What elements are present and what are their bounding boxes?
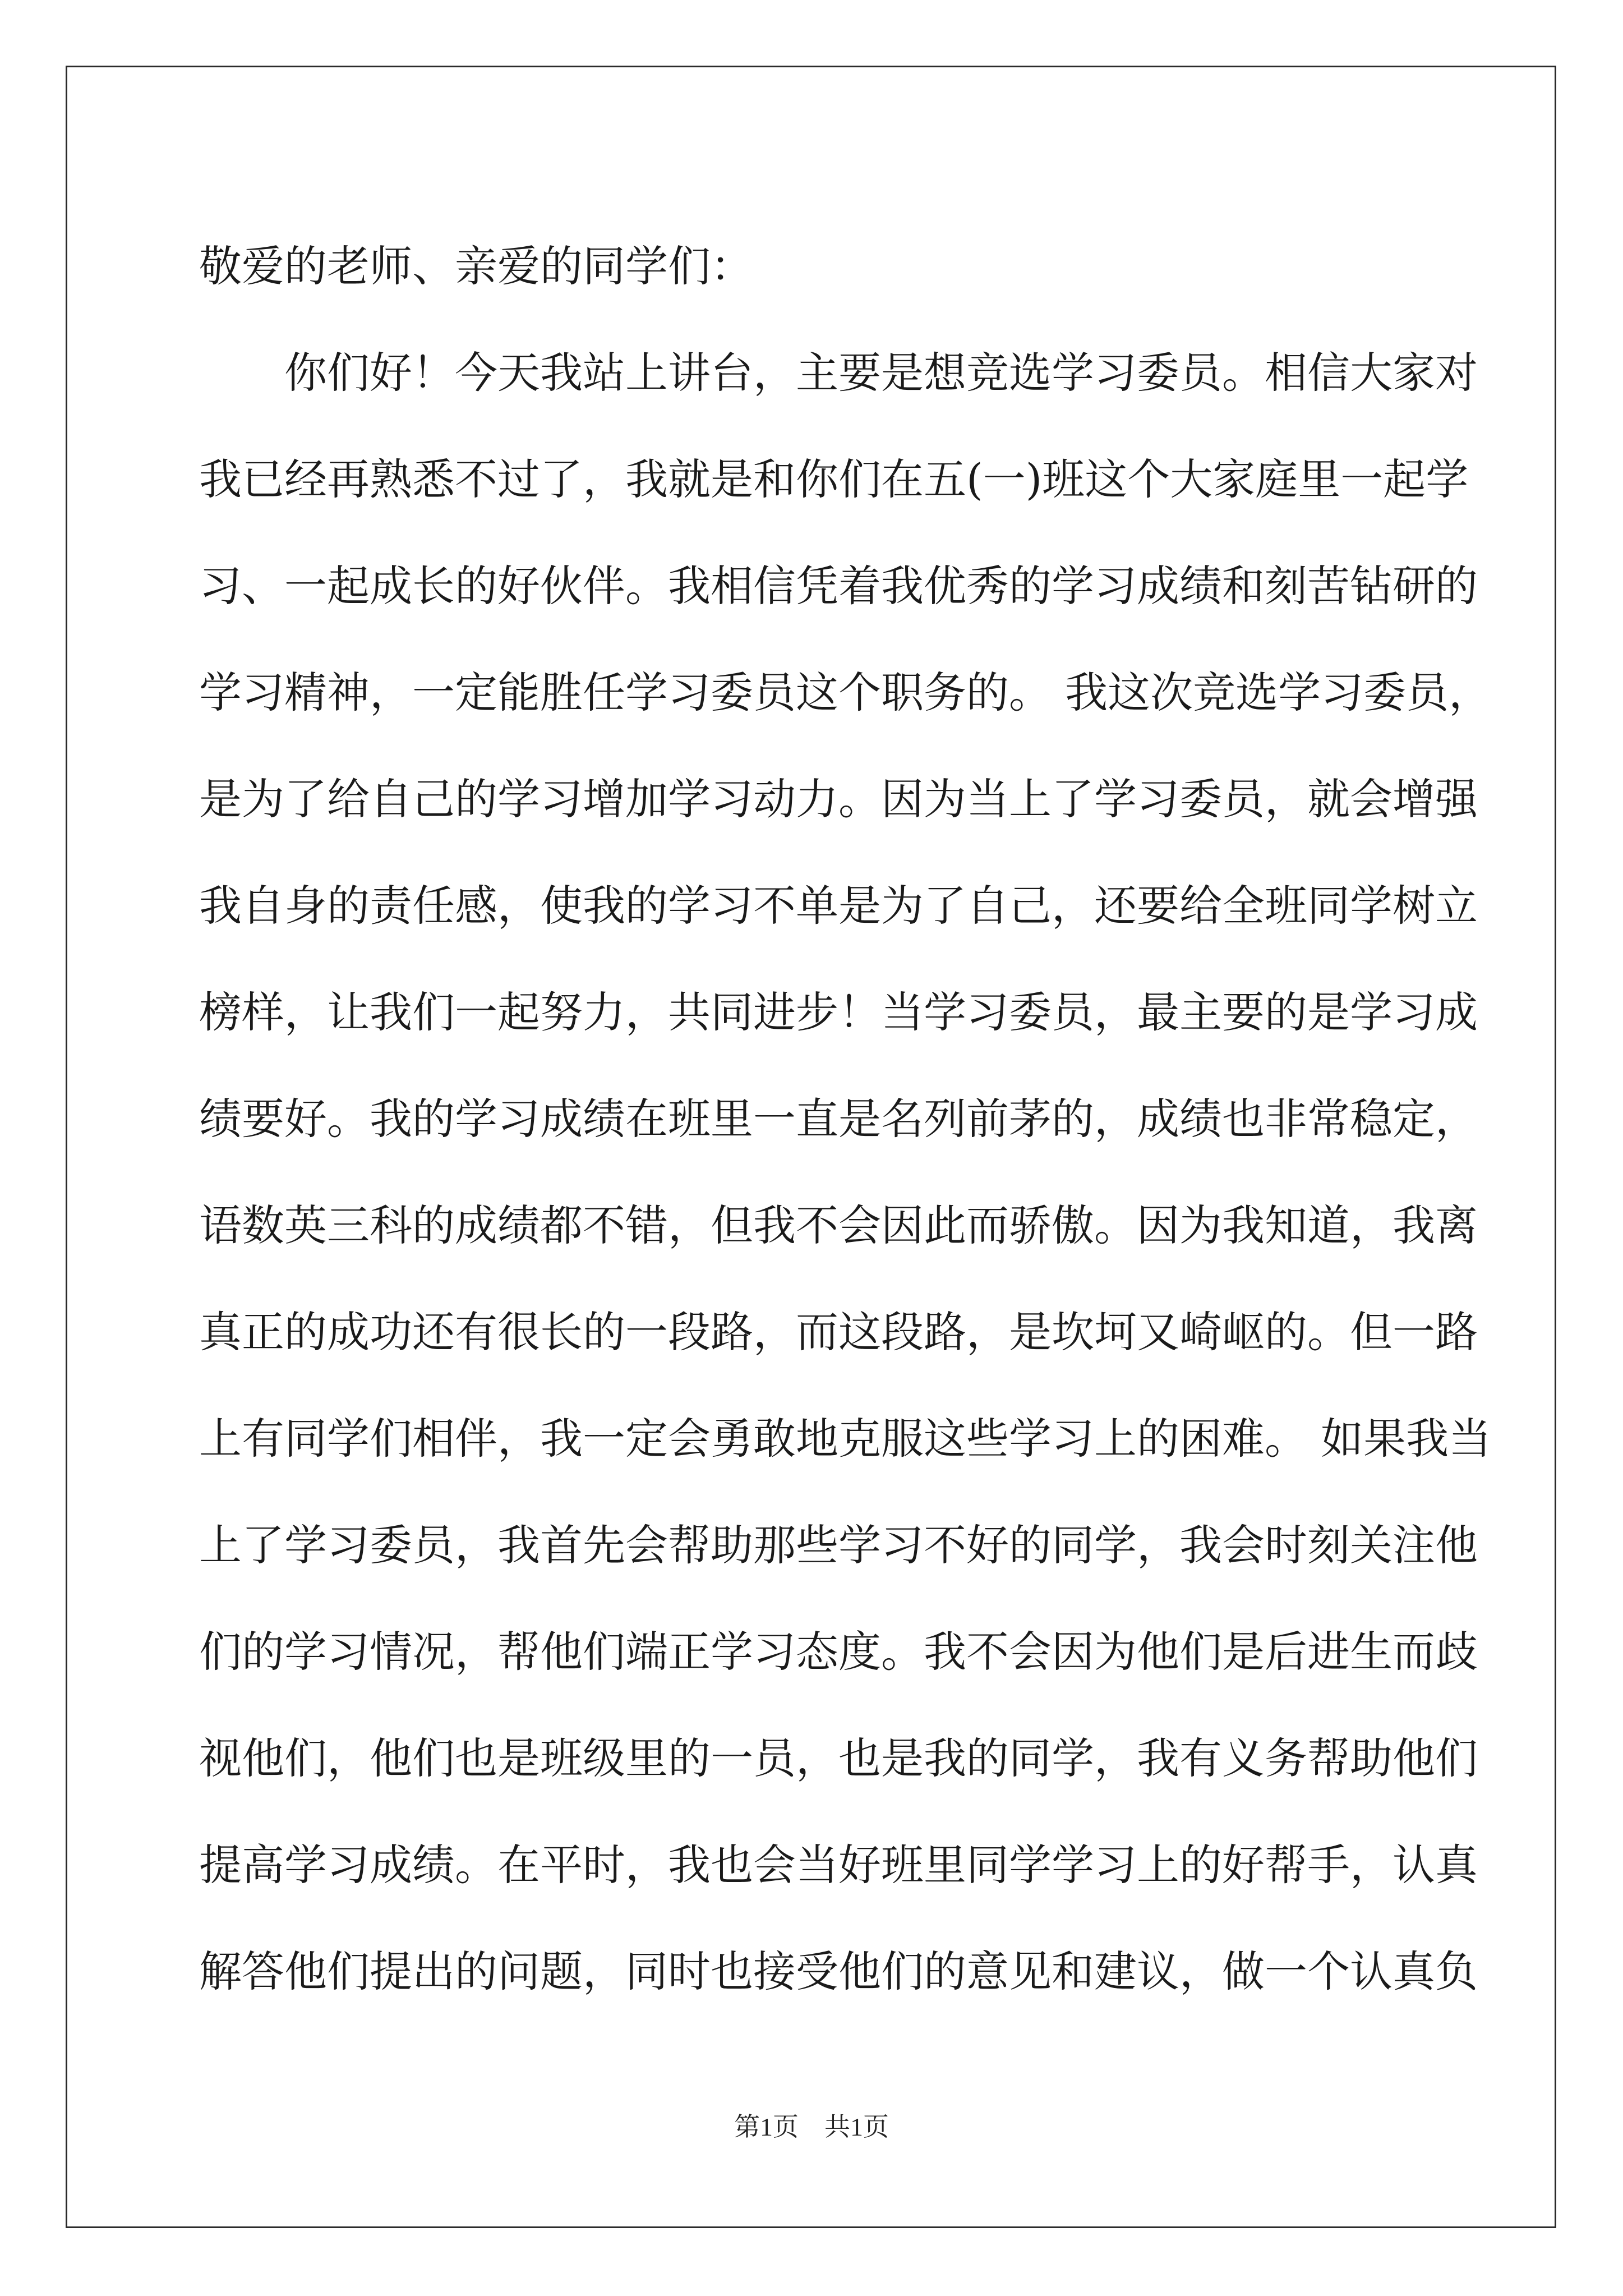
salutation: 敬爱的老师、亲爱的同学们： [199,241,753,291]
body-line: 是为了给自己的学习增加学习动力。因为当上了学习委员，就会增强 [199,774,1478,824]
document-body [199,213,1492,2025]
body-line: 视他们，他们也是班级里的一员，也是我的同学，我有义务帮助他们 [199,1733,1478,1783]
body-line: 习、一起成长的好伙伴。我相信凭着我优秀的学习成绩和刻苦钻研的 [199,561,1478,611]
body-line: 上了学习委员，我首先会帮助那些学习不好的同学，我会时刻关注他 [199,1520,1478,1570]
body-line: 提高学习成绩。在平时，我也会当好班里同学学习上的好帮手，认真 [199,1840,1478,1890]
body-line: 解答他们提出的问题，同时也接受他们的意见和建议，做一个认真负 [199,1947,1478,1996]
body-line: 语数英三科的成绩都不错，但我不会因此而骄傲。因为我知道，我离 [199,1200,1478,1250]
body-line: 我自身的责任感，使我的学习不单是为了自己，还要给全班同学树立 [199,881,1478,931]
body-line: 榜样，让我们一起努力，共同进步！当学习委员，最主要的是学习成 [199,987,1478,1037]
body-line: 你们好！今天我站上讲台，主要是想竞选学习委员。相信大家对 [199,348,1478,398]
body-line: 们的学习情况，帮他们端正学习态度。我不会因为他们是后进生而歧 [199,1627,1478,1677]
body-line: 真正的成功还有很长的一段路，而这段路，是坎坷又崎岖的。但一路 [199,1307,1478,1357]
body-line: 绩要好。我的学习成绩在班里一直是名列前茅的，成绩也非常稳定， [199,1094,1478,1144]
body-line: 上有同学们相伴，我一定会勇敢地克服这些学习上的困难。 如果我当 [199,1414,1492,1464]
body-line: 学习精神，一定能胜任学习委员这个职务的。 我这次竞选学习委员， [199,668,1492,717]
body-line: 我已经再熟悉不过了，我就是和你们在五(一)班这个大家庭里一起学 [199,454,1469,504]
page-number-footer: 第1页 共1页 [734,2113,889,2141]
